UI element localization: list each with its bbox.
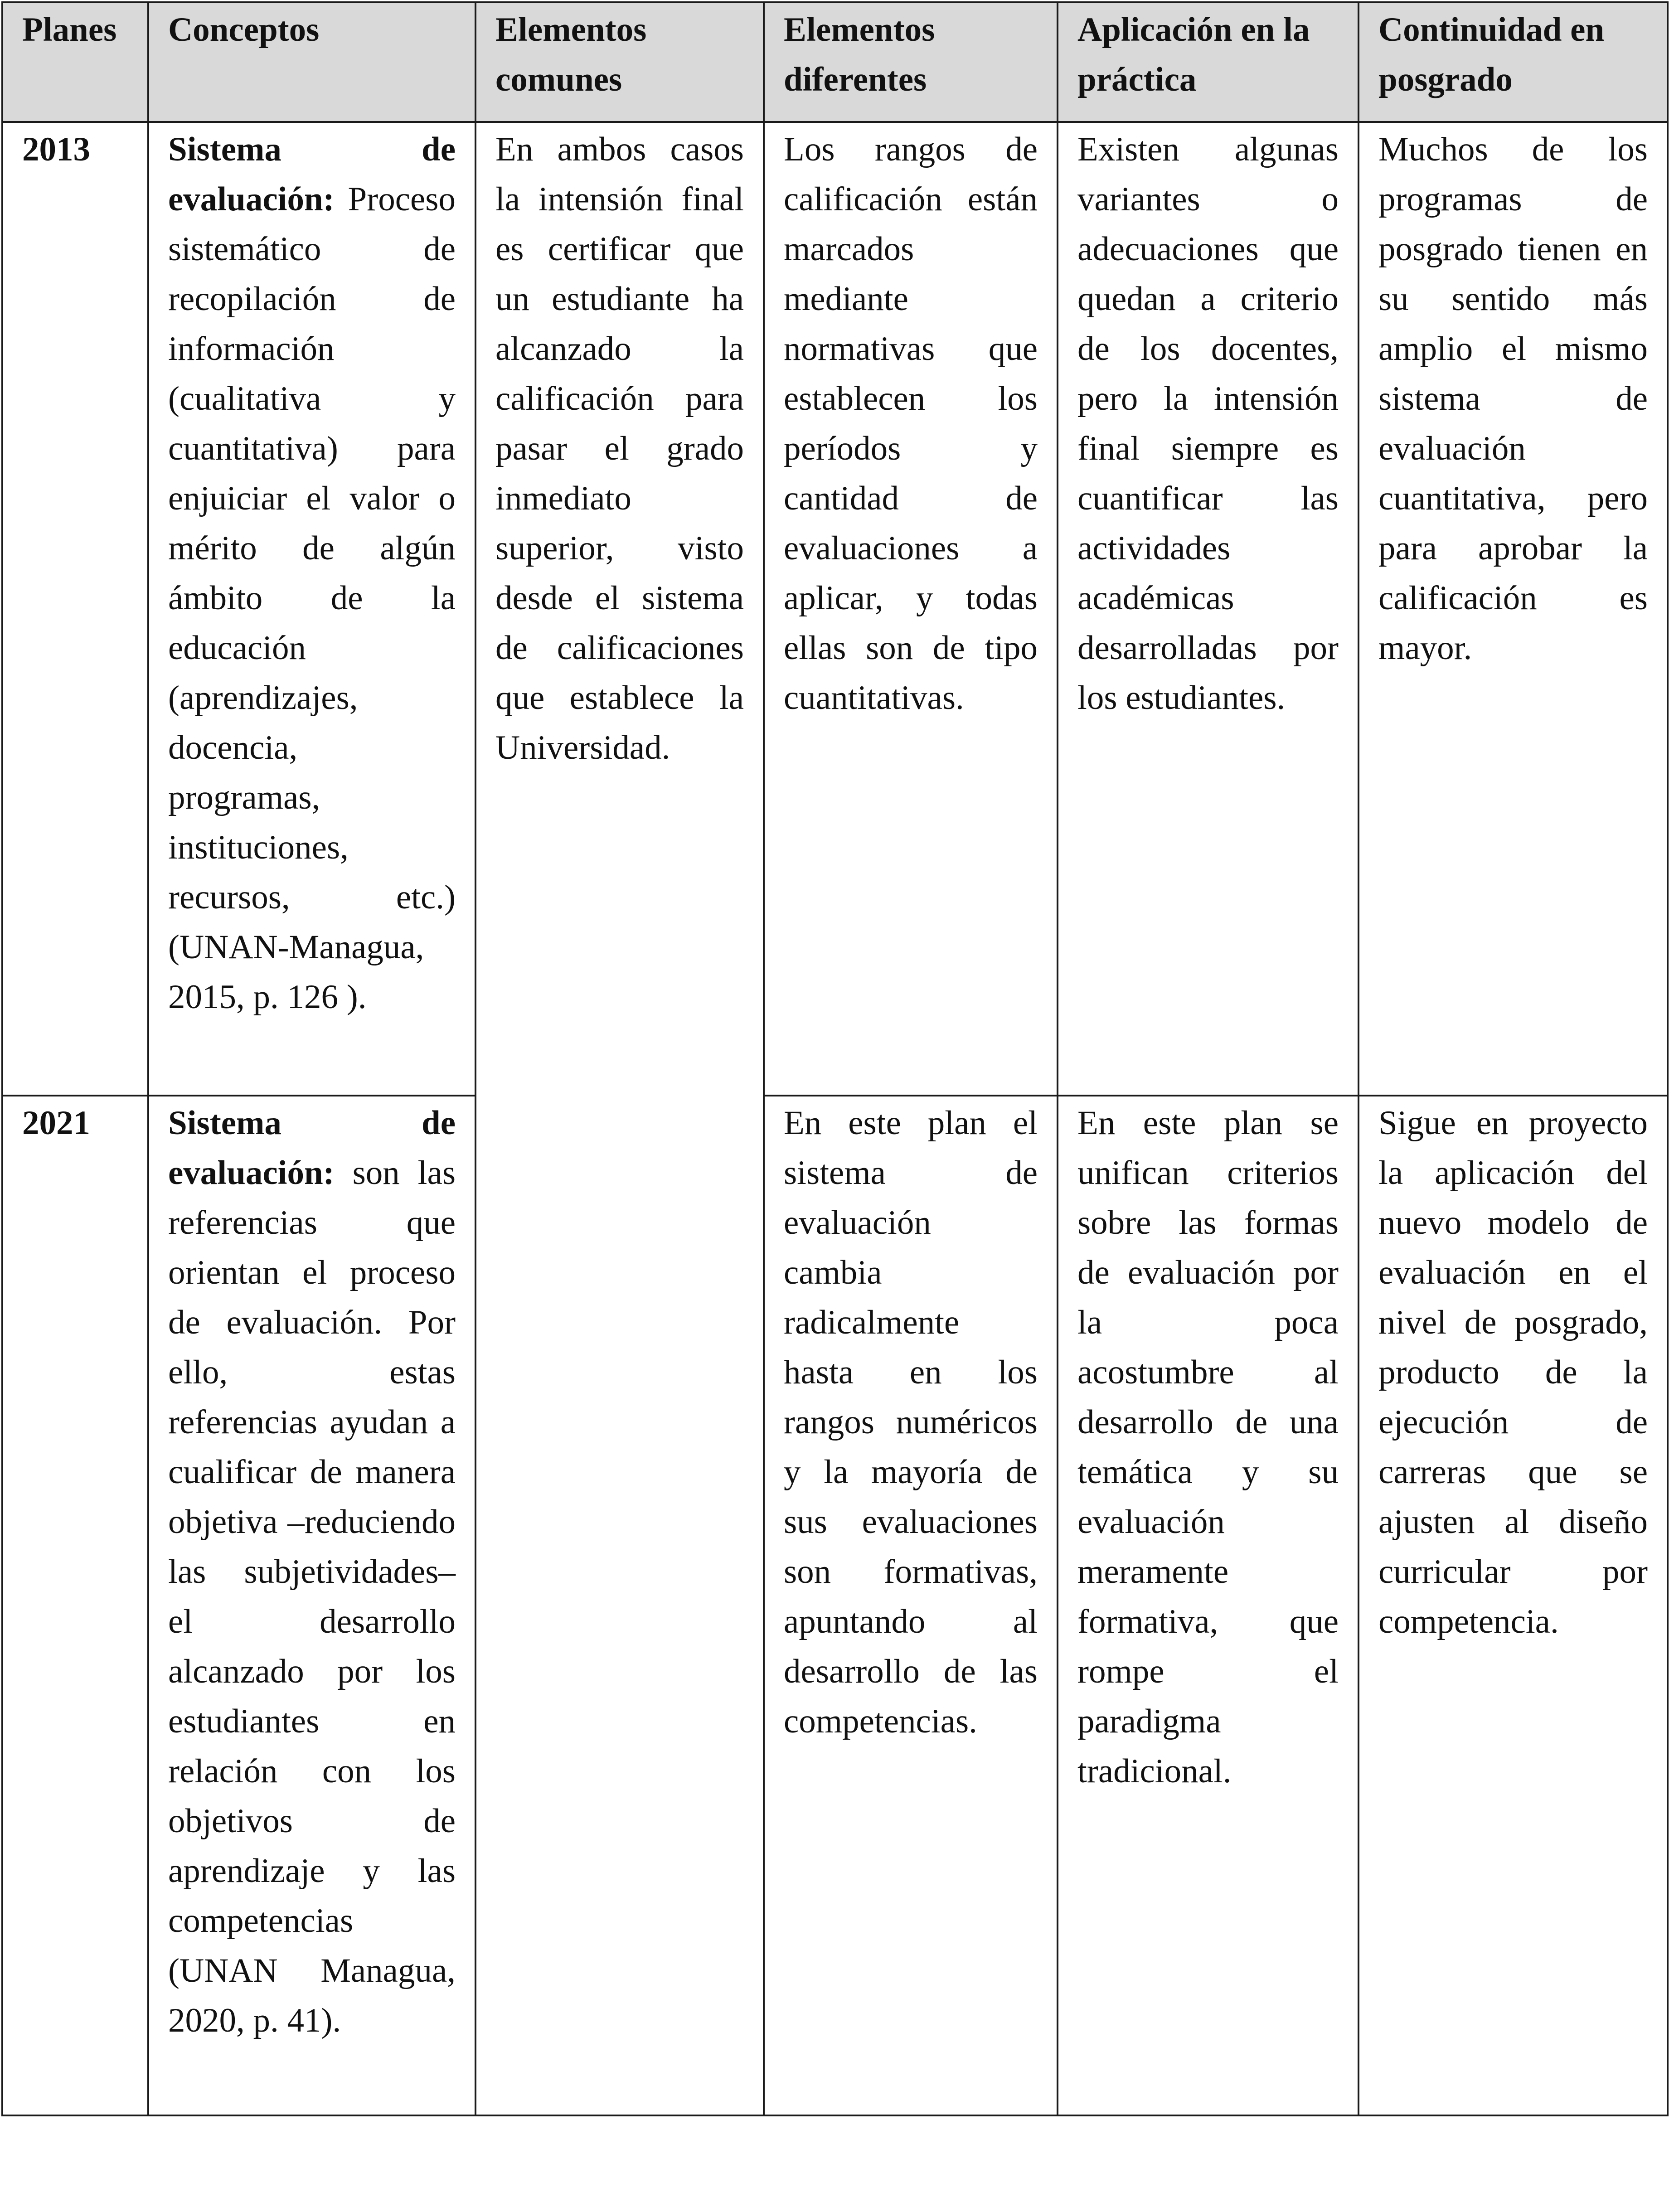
aplicacion-cell-2013: Existen algunas variantes o adecuaciones que quedan a criterio de los docentes, pero la intensión final siempre es cuantificar las actividades académicas desarrolladas por los estudiantes. xyxy=(1058,122,1358,1096)
concepto-text-2021: son las referencias que orientan el proceso de evaluación. Por ello, estas referencias ayudan a cualificar de manera objetiva –reduciendo las subjetividades– el desarrollo alcanzado por los estudiantes en relación con los objetivos de aprendizaje y las competencias (UNAN Managua, 2020, p. 41). xyxy=(168,1154,456,2039)
continuidad-cell-2013: Muchos de los programas de posgrado tienen en su sentido más amplio el mismo sistema de evaluación cuantitativa, pero para aprobar la calificación es mayor. xyxy=(1358,122,1668,1096)
concepto-cell-2013 xyxy=(148,122,475,1096)
table-row-2013 xyxy=(2,122,1668,1096)
header-conceptos: Conceptos xyxy=(148,2,475,122)
concepto-text-2013: Proceso sistemático de recopilación de información (cualitativa y cuantitativa) para enjuiciar el valor o mérito de algún ámbito de la educación (aprendizajes, docencia, programas, instituciones, recursos, etc.) (UNAN-Managua, 2015, p. 126 ). xyxy=(168,180,456,1016)
header-planes: Planes xyxy=(2,2,148,122)
table-row-2021 xyxy=(2,1096,1668,2115)
elementos-diferentes-cell-2021: En este plan el sistema de evaluación cambia radicalmente hasta en los rangos numéricos y la mayoría de sus evaluaciones son formativas, apuntando al desarrollo de las competencias. xyxy=(764,1096,1058,2115)
elementos-diferentes-cell-2013: Los rangos de calificación están marcados mediante normativas que establecen los períodos y cantidad de evaluaciones a aplicar, y todas ellas son de tipo cuantitativas. xyxy=(764,122,1058,1096)
header-row xyxy=(2,2,1668,122)
aplicacion-cell-2021: En este plan se unifican criterios sobre las formas de evaluación por la poca acostumbre al desarrollo de una temática y su evaluación meramente formativa, que rompe el paradigma tradicional. xyxy=(1058,1096,1358,2115)
plan-label-2021: 2021 xyxy=(2,1096,148,2115)
continuidad-cell-2021: Sigue en proyecto la aplicación del nuevo modelo de evaluación en el nivel de posgrado, producto de la ejecución de carreras que se ajusten al diseño curricular por competencia. xyxy=(1358,1096,1668,2115)
concepto-term-2021: Sistema de evaluación: xyxy=(168,1104,456,1192)
concepto-term-2013: Sistema de evaluación: xyxy=(168,131,456,218)
concepto-cell-2021 xyxy=(148,1096,475,2115)
elementos-comunes-cell: En ambos casos la intensión final es certificar que un estudiante ha alcanzado la calificación para pasar el grado inmediato superior, visto desde el sistema de calificaciones que establece la Universidad. xyxy=(475,122,764,2115)
comparison-table xyxy=(1,1,1669,2116)
plan-label-2013: 2013 xyxy=(2,122,148,1096)
header-elementos-comunes: Elementos comunes xyxy=(475,2,764,122)
header-elementos-diferentes: Elementos diferentes xyxy=(764,2,1058,122)
header-aplicacion: Aplicación en la práctica xyxy=(1058,2,1358,122)
header-continuidad: Continuidad en posgrado xyxy=(1358,2,1668,122)
